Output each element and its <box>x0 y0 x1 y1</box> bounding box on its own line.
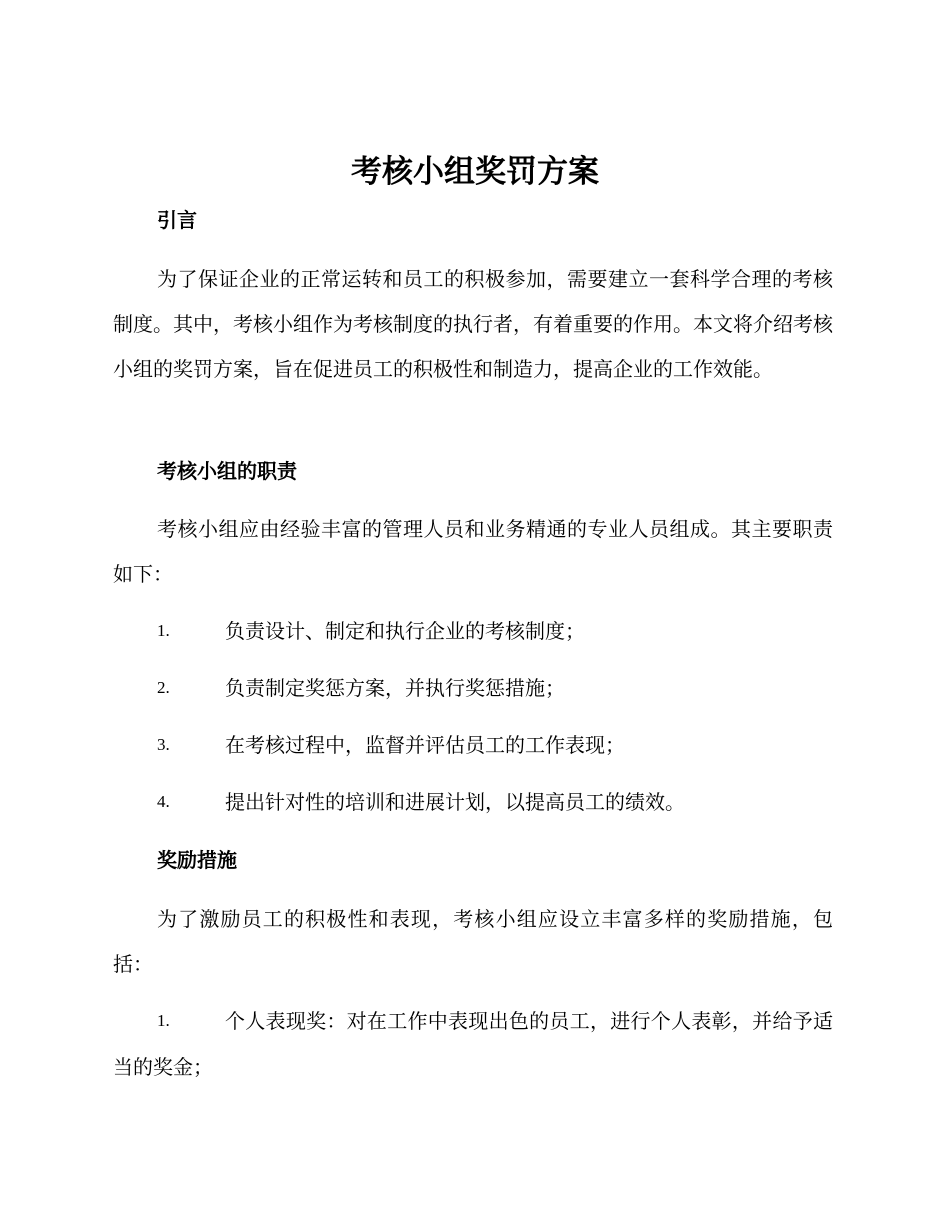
list-item-number: 1. <box>157 621 170 640</box>
responsibilities-paragraph: 考核小组应由经验丰富的管理人员和业务精通的专业人员组成。其主要职责如下： <box>113 517 833 586</box>
list-item-number: 1. <box>157 1011 170 1030</box>
list-item <box>113 608 833 654</box>
list-item-number: 3. <box>157 735 170 754</box>
list-item <box>113 722 833 768</box>
list-item-text: 负责制定奖惩方案，并执行奖惩措施； <box>225 676 565 700</box>
list-item <box>113 998 833 1090</box>
list-item-text: 在考核过程中，监督并评估员工的工作表现； <box>225 733 625 757</box>
list-item-number: 4. <box>157 792 170 811</box>
list-item-text: 负责设计、制定和执行企业的考核制度； <box>225 619 585 643</box>
list-item-text: 提出针对性的培训和进展计划，以提高员工的绩效。 <box>225 790 685 814</box>
intro-paragraph: 为了保证企业的正常运转和员工的积极参加，需要建立一套科学合理的考核制度。其中，考核小组作为考核制度的执行者，有着重要的作用。本文将介绍考核小组的奖罚方案，旨在促进员工的积极性和制造力，提高企业的工作效能。 <box>113 267 833 381</box>
list-item-text: 个人表现奖：对在工作中表现出色的员工，进行个人表彰，并给予适当的奖金； <box>113 1009 833 1079</box>
section-heading-responsibilities: 考核小组的职责 <box>157 459 297 483</box>
section-heading-rewards: 奖励措施 <box>157 848 237 872</box>
list-item <box>113 665 833 711</box>
list-item-number: 2. <box>157 678 170 697</box>
list-item <box>113 779 833 825</box>
document-title: 考核小组奖罚方案 <box>351 154 599 190</box>
section-heading-intro: 引言 <box>157 208 197 232</box>
rewards-paragraph: 为了激励员工的积极性和表现，考核小组应设立丰富多样的奖励措施，包括： <box>113 907 833 976</box>
